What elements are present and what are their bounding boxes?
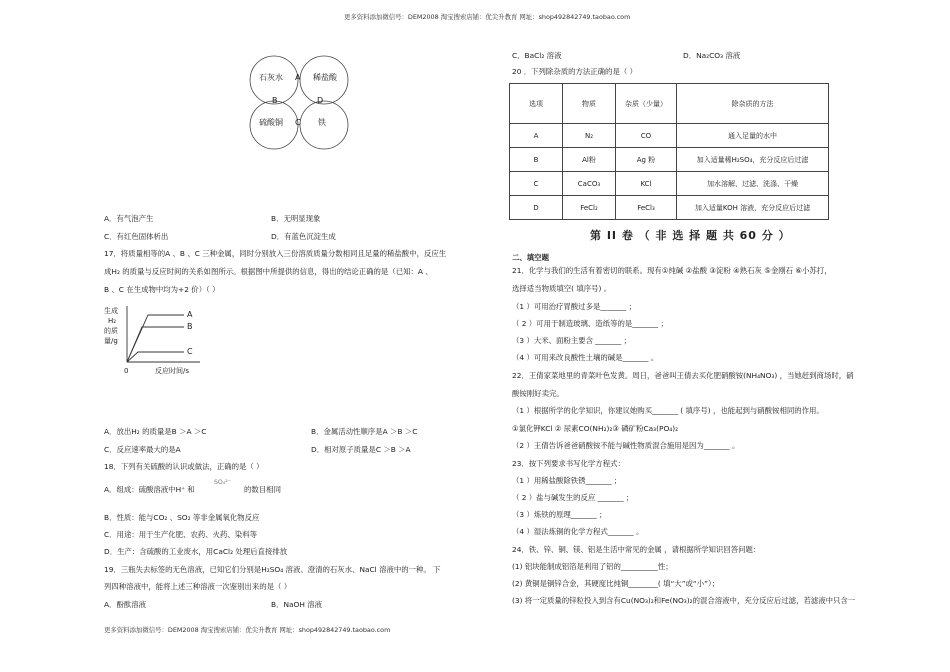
page-header-text: 更多资料添加微信号：DEM2008 淘宝搜索店铺：优尖升教育 网址：shop492842749.taobao.com: [344, 13, 631, 21]
q17-option-b: B．金属活动性顺序是A ＞B ＞C: [311, 427, 418, 436]
table-header-option: 选项: [510, 84, 563, 124]
q21-sub-4: （4 ）可用来改良酸性土壤的碱是_______ 。: [512, 353, 659, 362]
graph-series-b: B: [187, 322, 193, 331]
q17-option-d: D．相对原子质量是C ＞B ＞A: [311, 445, 411, 454]
q16-option-d: D．有蓝色沉淀生成: [271, 232, 336, 241]
table-cell: C: [510, 172, 563, 196]
venn-label-iron: 铁: [318, 118, 326, 127]
graph-xlabel: 反应时间/s: [155, 367, 190, 375]
page-footer-text: 更多资料添加微信号：DEM2008 淘宝搜索店铺：优尖升教育 网址：shop492842749.taobao.com: [104, 626, 391, 634]
q22-sub-1: （1 ）根据所学的化学知识，你建议她购买_______ ( 填序号) ，也能起到与硝酸铵相同的作用。: [512, 406, 824, 415]
venn-region-b: B: [272, 96, 278, 105]
q17-option-a: A．放出H₂ 的质量是B ＞A ＞C: [104, 427, 207, 436]
q18-sulfate-ion: SO₄²⁻: [214, 479, 232, 486]
venn-region-d: D: [317, 96, 324, 105]
q16-option-b: B．无明显现象: [271, 214, 321, 223]
graph-ylabel-2: H₂: [108, 317, 117, 325]
table-cell: 加水溶解、过滤、洗涤、干燥: [677, 172, 829, 196]
q21-sub-3: （3 ）大米、面粉主要含 _______ ；: [512, 336, 631, 345]
q18-stem: 18．下列有关硫酸的认识或做法，正确的是（ ）: [104, 462, 264, 471]
table-row: [510, 172, 829, 196]
q21-sub-2: （ 2 ）可用于制造玻璃、造纸等的是_______ ；: [512, 319, 668, 328]
q22-stem-line1: 22．王倩家菜地里的青菜叶色发黄。周日，爸爸叫王倩去买化肥硝酸铵(NH₄NO₃) ，当她赶到商场时，硝: [512, 371, 854, 380]
table-cell: N₂: [563, 124, 616, 148]
q18-option-c: C．用途：用于生产化肥、农药、火药、染料等: [104, 530, 257, 539]
section-heading: 二、填空题: [512, 253, 549, 262]
q19-stem-line1: 19．三瓶失去标签的无色溶液，已知它们分别是H₂SO₄ 溶液、澄清的石灰水、NaCl 溶液中的一种。 下: [104, 565, 441, 574]
table-cell: 通入足量的水中: [677, 124, 829, 148]
table-cell: CO: [616, 124, 677, 148]
q21-stem-line1: 21．化学与我们的生活有着密切的联系。现有①纯碱 ②盐酸 ③淀粉 ④熟石灰 ⑤金刚石 ⑥小苏打，: [512, 266, 832, 275]
graph-ylabel-4: 量/g: [104, 337, 118, 345]
q18-option-b: B．性质：能与CO₂ 、SO₂ 等非金属氧化物反应: [104, 513, 260, 522]
q23-sub-3: （3 ）炼铁的原理_______ ；: [512, 510, 607, 519]
q17-option-c: C．反应速率最大的是A: [104, 445, 181, 454]
table-cell: FeCl₃: [616, 196, 677, 220]
q19-option-c: C．BaCl₂ 溶液: [512, 51, 562, 60]
q23-sub-1: （1 ）用稀盐酸除铁锈_______ ；: [512, 476, 622, 485]
q19-option-d: D．Na₂CO₃ 溶液: [683, 51, 741, 60]
q18-option-a-pre: A．组成：硫酸溶液中H⁺ 和: [104, 485, 195, 494]
q17-stem-line1: 17．将质量相等的A 、B 、C 三种金属，同时分别放入三份溶质质量分数相同且足量的稀盐酸中，反应生: [104, 249, 447, 258]
section-title: 第 II 卷 （ 非 选 择 题 共 60 分 ）: [590, 229, 791, 242]
q24-sub-3: (3) 将一定质量的锌粒投入到含有Cu(NO₃)₂和Fe(NO₃)₂的混合溶液中，充分反应后过滤，若滤液中只含一: [512, 596, 856, 605]
q21-stem-line2: 选择适当物质填空( 填序号) 。: [512, 284, 612, 293]
graph-series-c: C: [187, 347, 193, 356]
q19-option-b: B．NaOH 溶液: [271, 600, 323, 609]
table-cell: Al粉: [563, 148, 616, 172]
table-cell: FeCl₂: [563, 196, 616, 220]
venn-label-cuso4: 硫酸铜: [259, 118, 283, 127]
table-cell: D: [510, 196, 563, 220]
graph-ylabel-1: 生成: [104, 307, 118, 315]
table-row: [510, 148, 829, 172]
q24-sub-1: (1) 铝块能制成铝箔是利用了铝的__________性；: [512, 562, 673, 571]
table-row: [510, 124, 829, 148]
table-cell: 加入适量KOH 溶液，充分反应后过滤: [677, 196, 829, 220]
graph-line-b: [127, 327, 184, 362]
q16-option-c: C．有红色固体析出: [104, 232, 169, 241]
table-cell: A: [510, 124, 563, 148]
q20-stem: 20 ．下列除杂质的方法正确的是（ ）: [512, 67, 637, 76]
graph-origin: 0: [124, 367, 129, 375]
q17-stem-line2: 成H₂ 的质量与反应时间的关系如图所示。根据图中所提供的信息，得出的结论正确的是（已知：A 、: [104, 267, 433, 276]
table-cell: B: [510, 148, 563, 172]
q22-sub-1-options: ①氯化钾KCl ② 尿素CO(NH₂)₂③ 磷矿粉Ca₃(PO₄)₂: [512, 424, 679, 433]
graph-series-a: A: [187, 310, 193, 319]
table-header-row: [510, 84, 829, 124]
q23-sub-2: （ 2 ）盐与碱发生的反应 _______ ；: [512, 493, 634, 502]
q19-stem-line2: 列四种溶液中，能将上述三种溶液一次鉴别出来的是（ ）: [104, 582, 292, 591]
table-row: [510, 196, 829, 220]
venn-region-a: A: [295, 73, 301, 82]
graph-line-c: [127, 352, 184, 362]
q16-option-a: A．有气泡产生: [104, 214, 154, 223]
q18-option-a-post: 的数目相同: [244, 485, 281, 494]
q22-sub-2: （2 ）王倩告诉爸爸硝酸铵不能与碱性物质混合施用是因为_______ 。: [512, 441, 740, 450]
q20-impurity-table: [509, 83, 829, 220]
table-cell: 加入适量稀H₂SO₄，充分反应后过滤: [677, 148, 829, 172]
q19-option-a: A．酚酞溶液: [104, 600, 147, 609]
q24-stem: 24．铁、锌、铜、镁、铝是生活中常见的金属 ，请根据所学知识回答问题：: [512, 545, 761, 554]
venn-label-hcl: 稀盐酸: [313, 73, 337, 82]
q23-sub-4: （4 ）湿法炼铜的化学方程式_______ 。: [512, 527, 644, 536]
q18-option-d: D．生产：含硫酸的工业废水，用CaCl₂ 处理后直接排放: [104, 547, 288, 556]
graph-line-a: [127, 315, 184, 362]
q22-stem-line2: 酸铵刚好卖完。: [512, 389, 564, 398]
q21-sub-1: （1 ）可用治疗胃酸过多是_______ ；: [512, 302, 636, 311]
venn-diagram: [244, 50, 354, 150]
table-header-substance: 物质: [563, 84, 616, 124]
table-header-method: 除杂质的方法: [677, 84, 829, 124]
q24-sub-2: (2) 黄铜是铜锌合金，其硬度比纯铜________( 填“大”或“小”）；: [512, 579, 720, 588]
graph-ylabel-3: 的质: [104, 327, 118, 335]
table-cell: Ag 粉: [616, 148, 677, 172]
q23-stem: 23．按下列要求书写化学方程式：: [512, 459, 625, 468]
table-cell: CaCO₃: [563, 172, 616, 196]
table-cell: KCl: [616, 172, 677, 196]
venn-region-c: C: [295, 118, 301, 127]
q17-stem-line3: B 、C 在生成物中均为+2 价）（ ）: [104, 285, 220, 294]
table-header-impurity: 杂质（少量）: [616, 84, 677, 124]
venn-label-limewater: 石灰水: [259, 73, 283, 82]
